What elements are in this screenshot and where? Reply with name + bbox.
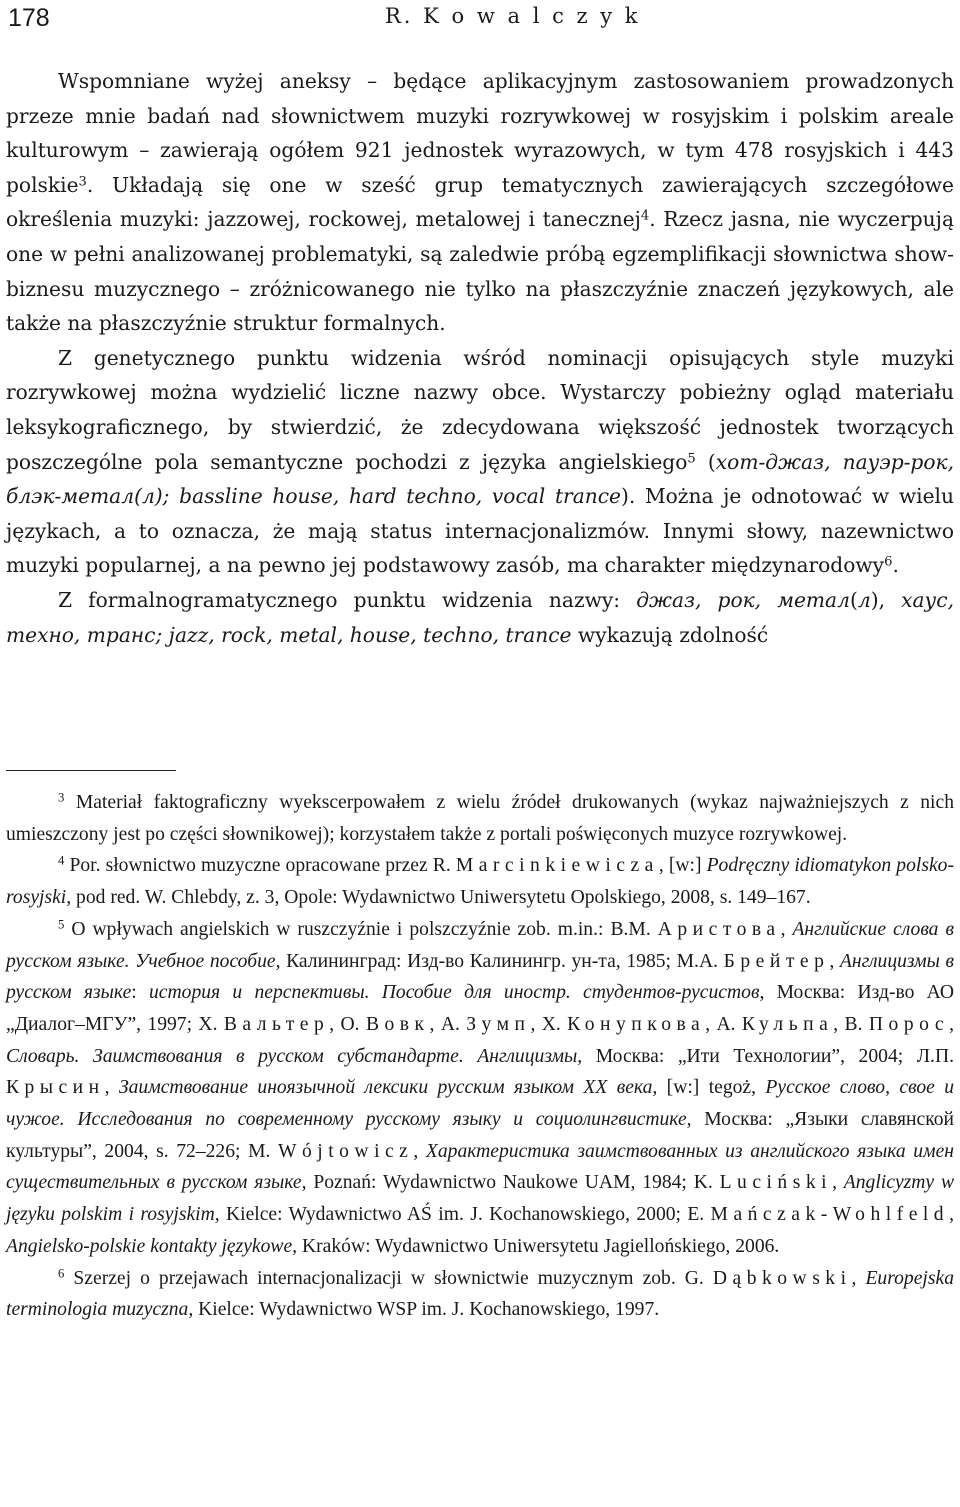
work-title: Europejska terminologia muzyczna, xyxy=(6,1267,954,1321)
work-title: Английские слова в русском языке. Учебное пособие xyxy=(6,918,954,972)
work-title: Заимствование иноязычной лексики русским языком XX века, xyxy=(118,1077,658,1099)
author-name: Зумп xyxy=(466,1013,531,1035)
footnote-6: $^6$ Szerzej o przejawach internacjonalizacji w słownictwie muzycznym zob. G. Dąbkowski, Europejska terminologia muzyczna, Kielce: Wydawnictwo WSP im. J. Kochanowskiego, 1997. xyxy=(6,1266,954,1321)
paragraph-1: Wspomniane wyżej aneksy – będące aplikacyjnym zastosowaniem prowadzonych przeze mnie badań nad słownictwem muzyki rozrywkowej w rosyjskim i polskim areale kulturowym – zawierają ogółem 921 jednostek wyrazowych, w tym 478 rosyjskich i 443 polskie$^3$. Układają się one w sześć grup tematycznych zawierających szczegółowe określenia muzyki: jazzowej, rockowej, metalowej i tanecznej$^4$. Rzecz jasna, nie wyczerpują one w pełni analizowanej problematyki, są zaledwie próbą egzemplifikacji słownictwa show-biznesu muzycznego – zróżnicowanego nie tylko na płaszczyźnie znaczeń językowych, ale także na płaszczyźnie struktur formalnych. xyxy=(6,69,954,336)
footnote-ref-6[interactable]: 6 xyxy=(884,554,893,570)
footnotes xyxy=(6,787,954,1326)
footnote-number: 6 xyxy=(58,1266,65,1281)
author-name: Брейтер xyxy=(723,950,830,972)
footnote-divider xyxy=(6,770,176,771)
author-name: Luciński xyxy=(719,1172,833,1194)
work-title: Podręczny idiomatykon polsko-rosyjski, xyxy=(6,855,954,909)
footnote-5: $^5$ O wpływach angielskich w ruszczyźnie i polszczyźnie zob. m.in.: В.М. Аристова, Английские слова в русском языке. Учебное пособие, Калининград: Изд-во Калинингр. ун-та, 1985; М.А. Брейтер, Англицизмы в русском языке: история и перспективы. Пособие для иностр. студентов-русистов, Москва: Изд-во АО „Диалог–МГУ”, 1997; Х. Вальтер, О. Вовк, А. Зумп, Х. Конупкова, А. Кульпа, В. Порос, Словарь. Заимствования в русском субстандарте. Англицизмы, Москва: „Ити Технологии”, 2004; Л.П. Крысин, Заимствование иноязычной лексики русским языком XX века, [w:] tegoż, Русское слово, свое и чужое. Исследования по современному русскому языку и социолингвистике, Москва: „Языки славянской культуры”, 2004, s. 72–226; M. Wójtowicz, Характеристика заимствованных из английского языка имен существительных в русском языке, Poznań: Wydawnictwo Naukowe UAM, 1984; K. Luciński, Anglicyzmy w języku polskim i rosyjskim, Kielce: Wydawnictwo AŚ im. J. Kochanowskiego, 2000; E. Mańczak-Wohlfeld, Angielsko-polskie kontakty językowe, Kraków: Wydawnictwo Uniwersytetu Jagiellońskiego, 2006. xyxy=(6,917,955,1257)
author-name: Порос xyxy=(868,1013,950,1035)
footnote-number: 3 xyxy=(58,790,65,805)
footnote-number: 5 xyxy=(58,917,65,932)
paragraph-2: Z genetycznego punktu widzenia wśród nominacji opisujących style muzyki rozrywkowej można wydzielić liczne nazwy obce. Wystarczy pobieżny ogląd materiału leksykograficznego, by stwierdzić, że zdecydowana większość jednostek tworzących poszczególne pola semantyczne pochodzi z języka angielskiego$^5$ (хот-джаз, пауэр-рок, блэк-метал(л); bassline house, hard techno, vocal trance). Można je odnotować w wielu językach, a to oznacza, że mają status internacjonalizmów. Innymi słowy, nazewnictwo muzyki popularnej, a na pewno jej podstawowy zasób, ma charakter międzynarodowy$^6$. xyxy=(6,345,954,578)
footnote-number: 4 xyxy=(58,854,65,869)
footnote-3: $^3$ Materiał faktograficzny wyekscerpowałem z wielu źródeł drukowanych (wykaz najważniejszych z nich umieszczony jest po części słownikowej); korzystałem także z portali poświęconych muzyce rozrywkowej. xyxy=(6,790,954,845)
author-name: Вовк xyxy=(365,1013,430,1035)
author-name: Marcinkiewicza xyxy=(455,855,659,877)
work-title: Словарь. Заимствования в русском субстандарте. Англицизмы, xyxy=(6,1045,583,1067)
page-number: 178 xyxy=(8,4,50,32)
example-terms: хот-джаз, пауэр-рок, блэк-метал(л); bassline house, hard techno, vocal trance xyxy=(6,449,954,509)
work-title: Англицизмы в русском языке xyxy=(6,950,955,1004)
work-title: история и перспективы. Пособие для иностр. студентов-русистов xyxy=(149,982,760,1004)
running-head: R. K o w a l c z y k xyxy=(385,4,641,28)
author-name: Крысин xyxy=(6,1077,105,1099)
author-name: Вальтер xyxy=(223,1013,330,1035)
paragraph-3: Z formalnogramatycznego punktu widzenia nazwy: джаз, рок, метал(л), хаус, техно, транс; jazz, rock, metal, house, techno, trance wykazują zdolność xyxy=(6,587,954,647)
footnote-ref-5[interactable]: 5 xyxy=(687,450,696,466)
author-name: Wójtowicz xyxy=(278,1140,414,1162)
page-header xyxy=(0,0,960,40)
author-name: Кульпа xyxy=(741,1013,834,1035)
work-title: Русское слово, свое и чужое. Исследования по современному русскому языку и социолингвистике, xyxy=(6,1077,955,1131)
body-text xyxy=(6,64,954,652)
footnote-ref-3[interactable]: 3 xyxy=(78,174,87,190)
author-name: Конупкова xyxy=(567,1013,706,1035)
work-title: Характеристика заимствованных из английского языка имен существительных в русском языке, xyxy=(6,1140,955,1194)
author-name: Dąbkowski xyxy=(712,1267,852,1289)
footnote-ref-4[interactable]: 4 xyxy=(640,208,650,224)
author-name: Аристова xyxy=(657,918,781,940)
author-name: Mańczak-Wohlfeld xyxy=(710,1204,950,1226)
work-title: Angielsko-polskie kontakty językowe, xyxy=(6,1235,298,1257)
work-title: Anglicyzmy w języku polskim i rosyjskim, xyxy=(6,1172,955,1226)
footnote-4: $^4$ Por. słownictwo muzyczne opracowane przez R. Marcinkiewicza, [w:] Podręczny idiomatykon polsko-rosyjski, pod red. W. Chlebdy, z. 3, Opole: Wydawnictwo Uniwersytetu Opolskiego, 2008, s. 149–167. xyxy=(6,854,954,909)
